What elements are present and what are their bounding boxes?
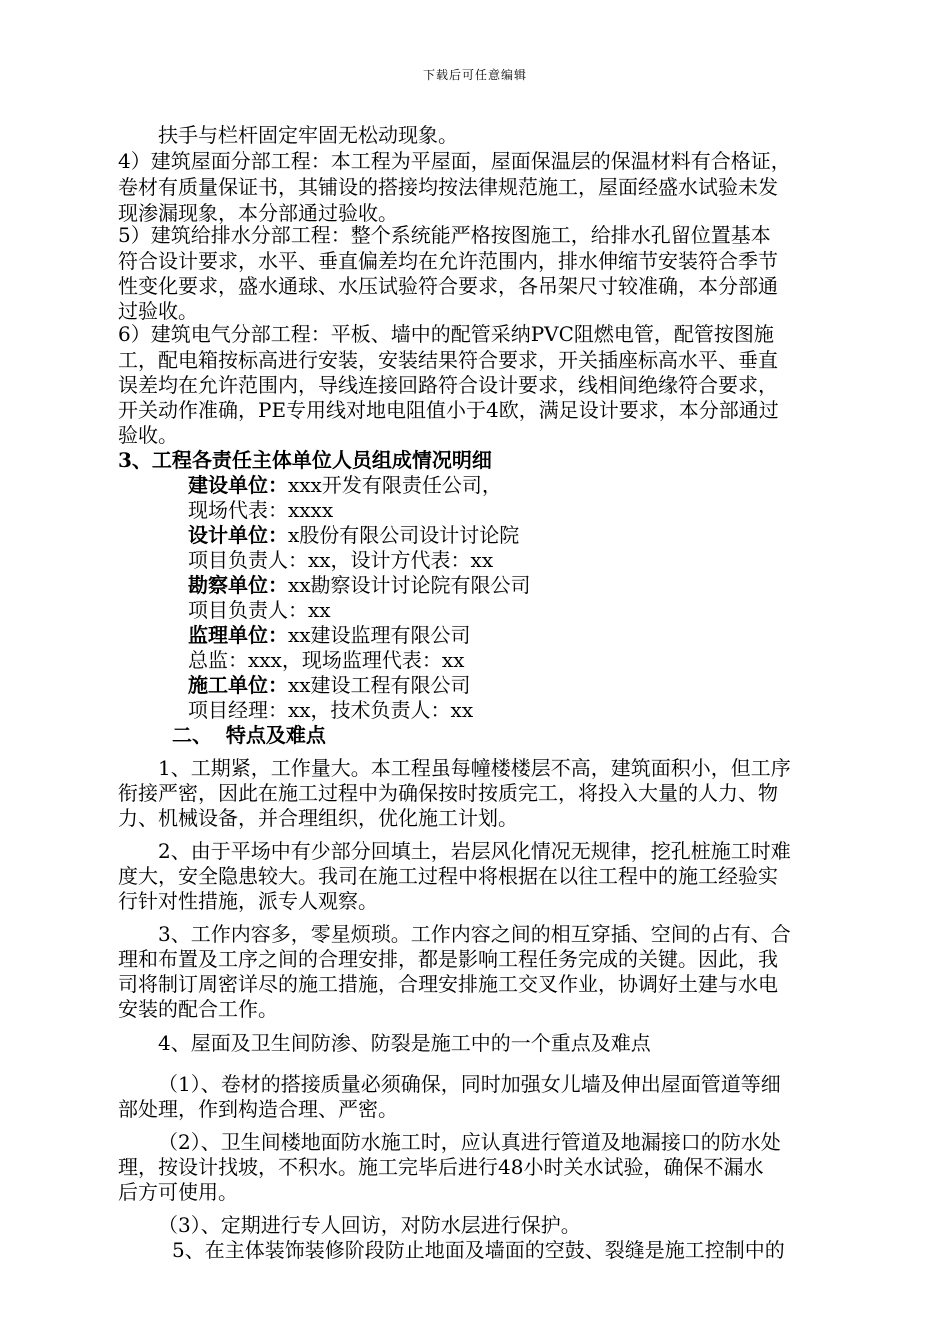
text-line: 现场代表：xxxx (188, 498, 334, 522)
text-line: 行针对性措施，派专人观察。 (118, 889, 378, 913)
text-line: 开关动作准确，PE专用线对地电阻值小于4欧，满足设计要求，本分部通过 (118, 398, 779, 422)
text-line: 扶手与栏杆固定牢固无松动现象。 (158, 123, 458, 147)
text-line: 1、工期紧，工作量大。本工程虽每幢楼楼层不高，建筑面积小，但工序 (158, 756, 791, 780)
unit-label: 设计单位： (188, 523, 288, 547)
text-line: 误差均在允许范围内，导线连接回路符合设计要求，线相间绝缘符合要求， (118, 373, 778, 397)
unit-value: xx建设工程有限公司 (288, 673, 471, 697)
section-heading: 3、工程各责任主体单位人员组成情况明细 (118, 448, 492, 472)
text-line: 2、由于平场中有少部分回填土，岩层风化情况无规律，挖孔桩施工时难 (158, 839, 791, 863)
section-heading: 二、 特点及难点 (172, 723, 326, 747)
text-line: 5）建筑给排水分部工程：整个系统能严格按图施工，给排水孔留位置基本 (118, 223, 771, 247)
unit-value: xx勘察设计讨论院有限公司 (288, 573, 531, 597)
unit-row-design (188, 522, 519, 548)
text-line: 符合设计要求，水平、垂直偏差均在允许范围内，排水伸缩节安装符合季节 (118, 249, 778, 273)
text-line: 过验收。 (118, 299, 198, 323)
text-line: 总监：xxx，现场监理代表：xx (188, 648, 465, 672)
text-line: （2）、卫生间楼地面防水施工时，应认真进行管道及地漏接口的防水处 (158, 1130, 781, 1154)
unit-row-supervise (188, 622, 471, 648)
unit-label: 施工单位： (188, 673, 288, 697)
text-line: 4、屋面及卫生间防渗、防裂是施工中的一个重点及难点 (158, 1031, 651, 1055)
unit-row-construct (188, 672, 471, 698)
text-line: 性变化要求，盛水通球、水压试验符合要求，各吊架尺寸较准确，本分部通 (118, 274, 778, 298)
text-line: （3）、定期进行专人回访，对防水层进行保护。 (158, 1213, 581, 1237)
text-line: 安装的配合工作。 (118, 997, 278, 1021)
unit-row-build (188, 472, 502, 498)
unit-value: xx建设监理有限公司 (288, 623, 471, 647)
text-line: 项目经理：xx，技术负责人：xx (188, 698, 474, 722)
text-line: 力、机械设备，并合理组织，优化施工计划。 (118, 806, 518, 830)
text-line: 司将制订周密详尽的施工措施，合理安排施工交叉作业，协调好土建与水电 (118, 972, 778, 996)
text-line: （1）、卷材的搭接质量必须确保，同时加强女儿墙及伸出屋面管道等细 (158, 1072, 781, 1096)
unit-label: 建设单位： (188, 473, 288, 497)
text-line: 3、工作内容多，零星烦琐。工作内容之间的相互穿插、空间的占有、合 (158, 922, 791, 946)
text-line: 工，配电箱按标高进行安装，安装结果符合要求，开关插座标高水平、垂直 (118, 348, 778, 372)
text-line: 卷材有质量保证书，其铺设的搭接均按法律规范施工，屋面经盛水试验未发 (118, 175, 778, 199)
unit-value: x股份有限公司设计讨论院 (288, 523, 520, 547)
text-line: 后方可使用。 (118, 1180, 238, 1204)
text-line: 度大，安全隐患较大。我司在施工过程中将根据在以往工程中的施工经验实 (118, 864, 778, 888)
text-line: 验收。 (118, 423, 178, 447)
text-line: 现渗漏现象，本分部通过验收。 (118, 201, 398, 225)
text-line: 理和布置及工序之间的合理安排，都是影响工程任务完成的关键。因此，我 (118, 947, 778, 971)
unit-row-survey (188, 572, 531, 598)
text-line: 4）建筑屋面分部工程：本工程为平屋面，屋面保温层的保温材料有合格证， (118, 149, 791, 173)
unit-label: 监理单位： (188, 623, 288, 647)
text-line: 项目负责人：xx，设计方代表：xx (188, 548, 494, 572)
text-line: 理，按设计找坡，不积水。施工完毕后进行48小时关水试验，确保不漏水 (118, 1155, 764, 1179)
text-line: 5、在主体装饰装修阶段防止地面及墙面的空鼓、裂缝是施工控制中的 (172, 1238, 785, 1262)
unit-value: xxx开发有限责任公司， (288, 473, 502, 497)
text-line: 项目负责人：xx (188, 598, 331, 622)
page-header: 下载后可任意编辑 (422, 68, 527, 82)
text-line: 部处理，作到构造合理、严密。 (118, 1097, 398, 1121)
text-line: 衔接严密，因此在施工过程中为确保按时按质完工，将投入大量的人力、物 (118, 781, 778, 805)
unit-label: 勘察单位： (188, 573, 288, 597)
text-line: 6）建筑电气分部工程：平板、墙中的配管采纳PVC阻燃电管，配管按图施 (118, 322, 774, 346)
